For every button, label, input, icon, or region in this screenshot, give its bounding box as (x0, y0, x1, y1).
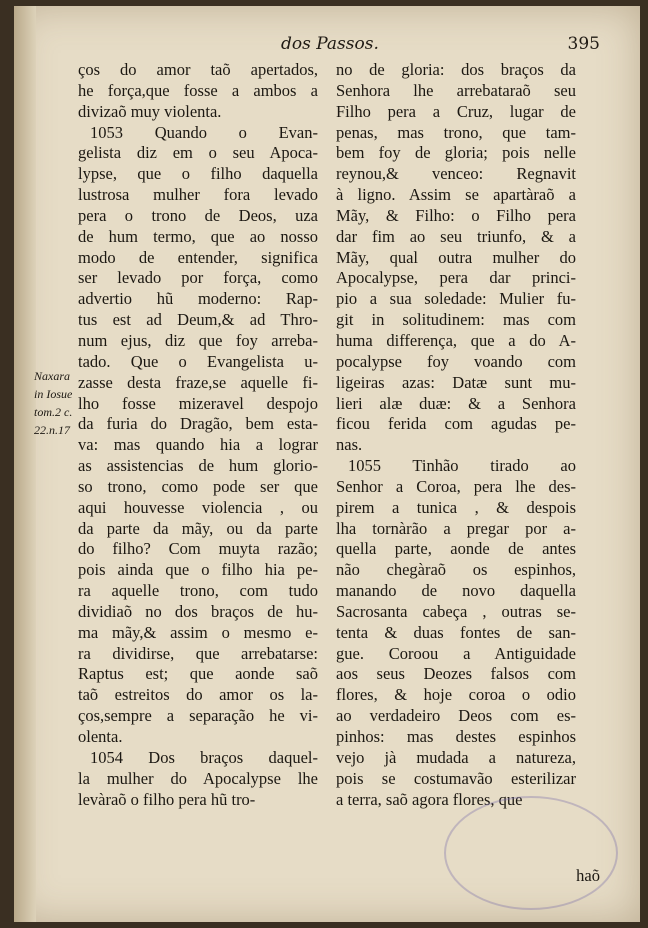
text-line: va: mas quando hia a lograr (78, 435, 318, 455)
text-line: pio a sua soledade: Mulier fu- (336, 289, 576, 309)
page-number: 395 (567, 34, 600, 54)
text-line: manando de novo daquella (336, 581, 576, 601)
text-line: dar fim ao seu triunfo, & a (336, 226, 576, 246)
text-line: pois se costumavão esterilizar (336, 768, 576, 788)
text-line: bem foy de gloria; pois nelle (336, 143, 576, 163)
text-line: lieri alæ duæ: & a Senhora (336, 393, 576, 413)
text-line: a terra, saõ agora flores, que (336, 789, 523, 809)
text-line: da parte da mãy, ou da parte (78, 518, 318, 538)
library-stamp (444, 796, 618, 910)
text-line: ra aquelle trono, com tudo (78, 581, 318, 601)
text-line: ficou ferida com agudas pe- (336, 414, 576, 434)
text-line: tado. Que o Evangelista u- (78, 351, 318, 371)
text-line: penas, mas trono, que tam- (336, 122, 576, 142)
text-line: pinhos: mas destes espinhos (336, 727, 576, 746)
text-line: à ligno. Assim se apartàraõ a (336, 185, 576, 205)
text-line: ços do amor taõ apertados, (78, 60, 318, 79)
text-line: 1053 Quando o Evan- (90, 122, 318, 142)
margin-note-line: Naxara (34, 369, 70, 383)
text-line: so trono, como pode ser que (78, 476, 318, 496)
margin-note-line: in Iosue (34, 387, 73, 401)
text-line: de hum termo, que ao nosso (78, 226, 318, 246)
text-line: he força,que fosse a ambos a (78, 80, 318, 100)
text-line: tus est ad Deum,& ad Thro- (78, 310, 318, 330)
text-line: num ejus, diz que foy arreba- (78, 330, 318, 350)
text-line: dividiaõ no dos braços de hu- (78, 601, 318, 621)
text-line: divizaõ muy violenta. (78, 101, 222, 121)
text-line: Raptus est; que aonde saõ (78, 664, 318, 684)
margin-note-line: tom.2 c. (34, 405, 73, 419)
text-line: Senhora lhe arrebataraõ seu (336, 80, 576, 100)
book-page (14, 6, 640, 922)
text-line: reynou,& venceo: Regnavit (336, 164, 576, 184)
text-line: aqui houvesse violencia , ou (78, 497, 318, 517)
text-line: pois ainda que o filho hia pe- (78, 560, 318, 580)
text-line: gue. Coroou a Antiguidade (336, 643, 576, 663)
text-line: não chegàraõ os espinhos, (336, 560, 576, 580)
text-line: Sacrosanta cabeça , outras se- (336, 601, 576, 621)
text-line: vejo jà mudada a natureza, (336, 747, 576, 767)
page-gutter (14, 6, 36, 922)
margin-note (34, 367, 78, 439)
text-line: as assistencias de hum glorio- (78, 456, 318, 476)
text-line: olenta. (78, 727, 123, 746)
text-line: advertio hũ moderno: Rap- (78, 289, 318, 309)
page-header (76, 34, 600, 60)
text-line: huma differença, que a do A- (336, 330, 576, 350)
text-line: Mãy, & Filho: o Filho pera (336, 205, 576, 225)
text-line: ços,sempre a separação he vi- (78, 706, 318, 726)
text-line: ser levado por força, como (78, 268, 318, 288)
text-line: git in solitudinem: mas com (336, 310, 576, 330)
text-line: tenta & duas fontes de san- (336, 622, 576, 642)
text-line: flores, & hoje coroa o odio (336, 685, 576, 705)
text-line: ligeiras azas: Datæ sunt mu- (336, 372, 576, 392)
right-column (336, 60, 576, 810)
text-line: pocalypse foy voando com (336, 351, 576, 371)
text-line: lho fosse mizeravel despojo (78, 393, 318, 413)
text-line: 1054 Dos braços daquel- (90, 747, 318, 767)
text-line: levàraõ o filho pera hũ tro- (78, 789, 256, 809)
text-line: aos seus Deozes falsos com (336, 664, 576, 684)
text-line: gelista diz em o seu Apoca- (78, 143, 318, 163)
text-line: taõ estreitos do amor os la- (78, 685, 318, 705)
text-line: modo de entender, significa (78, 247, 318, 267)
text-line: ma mãy,& assim o mesmo e- (78, 622, 318, 642)
text-line: Mãy, qual outra mulher do (336, 247, 576, 267)
text-line: lha tornàrão a pregar por a- (336, 518, 576, 538)
text-line: 1055 Tinhão tirado ao (348, 456, 576, 476)
text-line: pirem a tunica , & despois (336, 497, 576, 517)
text-line: no de gloria: dos braços da (336, 60, 576, 79)
running-title: dos Passos. (281, 34, 379, 54)
text-line: ra dividirse, que arrebatarse: (78, 643, 318, 663)
text-line: zasse desta fraze,se aquelle fi- (78, 372, 318, 392)
left-column (78, 60, 318, 810)
text-line: Filho pera a Cruz, lugar de (336, 101, 576, 121)
text-line: Apocalypse, pera dar princi- (336, 268, 576, 288)
text-line: ao verdadeiro Deos com es- (336, 706, 576, 726)
text-line: quella parte, aonde de antes (336, 539, 576, 559)
catchword: haõ (576, 866, 600, 885)
text-line: la mulher do Apocalypse lhe (78, 768, 318, 788)
text-line: Senhor a Coroa, pera lhe des- (336, 476, 576, 496)
text-line: lustrosa mulher fora levado (78, 185, 318, 205)
text-line: da furia do Dragão, bem esta- (78, 414, 318, 434)
text-line: do filho? Com muyta razão; (78, 539, 318, 559)
text-line: nas. (336, 435, 363, 455)
margin-note-line: 22.n.17 (34, 423, 70, 437)
text-line: pera o trono de Deos, uza (78, 205, 318, 225)
text-line: lypse, que o filho daquella (78, 164, 318, 184)
